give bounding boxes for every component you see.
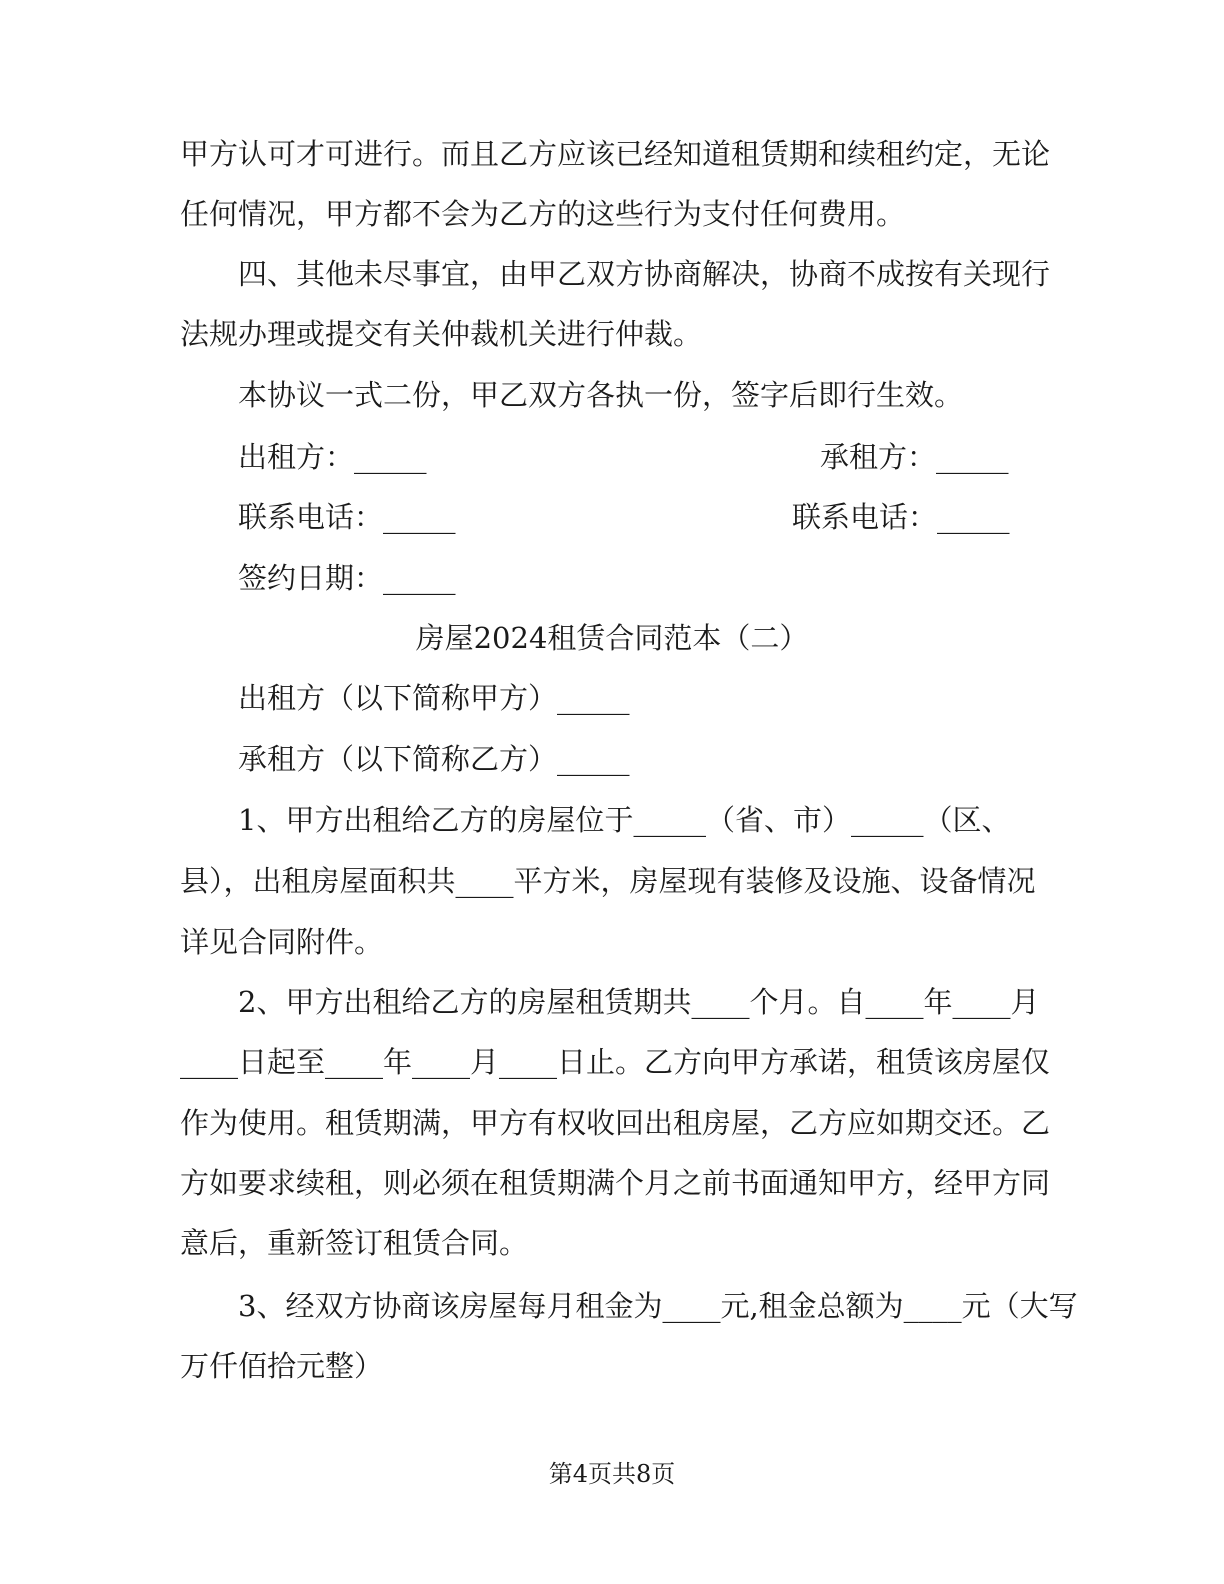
paragraph-line: 承租方（以下简称乙方）_____ [238,742,630,776]
paragraph-line: 方如要求续租，则必须在租赁期满个月之前书面通知甲方，经甲方同 [180,1166,1051,1200]
paragraph-line: 甲方认可才可进行。而且乙方应该已经知道租赁期和续租约定，无论 [180,137,1051,171]
page-number-footer: 第4页共8页 [548,1460,676,1488]
paragraph-line: 出租方（以下简称甲方）_____ [238,681,630,715]
paragraph-line: 四、其他未尽事宜，由甲乙双方协商解决，协商不成按有关现行 [238,257,1051,291]
paragraph-line: 详见合同附件。 [180,925,384,959]
paragraph-line: 万仟佰拾元整） [180,1349,384,1383]
paragraph-line: 法规办理或提交有关仲裁机关进行仲裁。 [180,317,703,351]
paragraph-line: 1、甲方出租给乙方的房屋位于_____（省、市）_____（区、 [238,803,1011,837]
paragraph-line: 作为使用。租赁期满，甲方有权收回出租房屋，乙方应如期交还。乙 [180,1106,1051,1140]
section-title: 房屋2024租赁合同范本（二） [415,621,809,655]
lessee-signature-label: 承租方：_____ [820,440,1009,474]
paragraph-line: 本协议一式二份，甲乙双方各执一份，签字后即行生效。 [238,378,964,412]
paragraph-line: 意后，重新签订租赁合同。 [180,1226,529,1260]
paragraph-line: 3、经双方协商该房屋每月租金为____元,租金总额为____元（大写 [238,1289,1078,1323]
paragraph-line: 县），出租房屋面积共____平方米，房屋现有装修及设施、设备情况 [180,864,1036,898]
paragraph-line: 2、甲方出租给乙方的房屋租赁期共____个月。自____年____月 [238,985,1040,1019]
paragraph-line: ____日起至____年____月____日止。乙方向甲方承诺，租赁该房屋仅 [180,1045,1051,1079]
lessor-phone-label: 联系电话：_____ [238,500,456,534]
paragraph-line: 任何情况，甲方都不会为乙方的这些行为支付任何费用。 [180,197,906,231]
lessee-phone-label: 联系电话：_____ [792,500,1010,534]
sign-date-label: 签约日期：_____ [238,561,456,595]
lessor-signature-label: 出租方：_____ [238,440,427,474]
